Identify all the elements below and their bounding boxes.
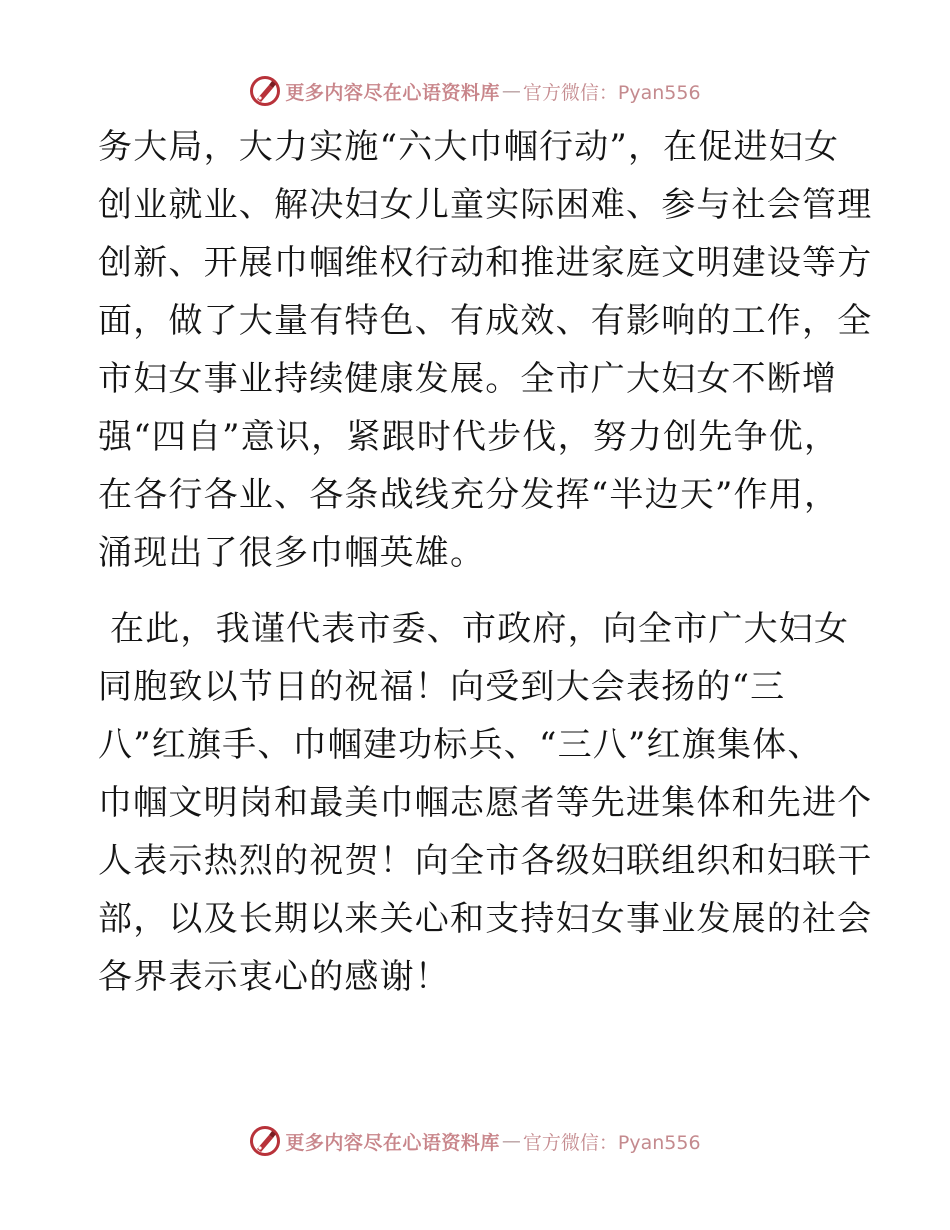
watermark-account: 官方微信：Pyan556 xyxy=(522,81,701,104)
text-line: 面，做了大量有特色、有成效、有影响的工作，全 xyxy=(98,301,873,341)
text-line: 在各行各业、各条战线充分发挥“半边天”作用， xyxy=(98,475,840,515)
watermark-account: 官方微信：Pyan556 xyxy=(522,1131,701,1154)
text-line: 部，以及长期以来关心和支持妇女事业发展的社会 xyxy=(98,899,873,939)
text-line: 同胞致以节日的祝福！向受到大会表扬的“三 xyxy=(98,667,786,707)
text-line: 务大局，大力实施“六大巾帼行动”，在促进妇女 xyxy=(98,127,840,167)
pen-nib-logo-icon xyxy=(249,75,281,107)
text-line: 涌现出了很多巾帼英雄。 xyxy=(98,533,486,573)
watermark-dash: — xyxy=(501,1130,521,1152)
text-line: 各界表示衷心的感谢！ xyxy=(98,957,450,997)
pen-nib-logo-icon xyxy=(249,1125,281,1157)
text-line: 人表示热烈的祝贺！向全市各级妇联组织和妇联干 xyxy=(98,841,873,881)
text-line: 巾帼文明岗和最美巾帼志愿者等先进集体和先进个 xyxy=(98,783,873,823)
text-line: 强“四自”意识，紧跟时代步伐，努力创先争优， xyxy=(98,417,840,457)
paragraph-1 xyxy=(98,118,872,582)
text-line: 八”红旗手、巾帼建功标兵、“三八”红旗集体、 xyxy=(98,725,823,765)
text-line: 创新、开展巾帼维权行动和推进家庭文明建设等方 xyxy=(98,243,873,283)
watermark-text: 更多内容尽在心语资料库 xyxy=(285,81,500,104)
text-line: 在此，我谨代表市委、市政府，向全市广大妇女 xyxy=(98,609,850,649)
paragraph-2 xyxy=(98,600,872,1006)
watermark-dash: — xyxy=(501,80,521,102)
footer-watermark xyxy=(0,1124,950,1158)
text-line: 创业就业、解决妇女儿童实际困难、参与社会管理 xyxy=(98,185,873,225)
watermark-text: 更多内容尽在心语资料库 xyxy=(285,1131,500,1154)
text-line: 市妇女事业持续健康发展。全市广大妇女不断增 xyxy=(98,359,838,399)
header-watermark xyxy=(0,74,950,108)
